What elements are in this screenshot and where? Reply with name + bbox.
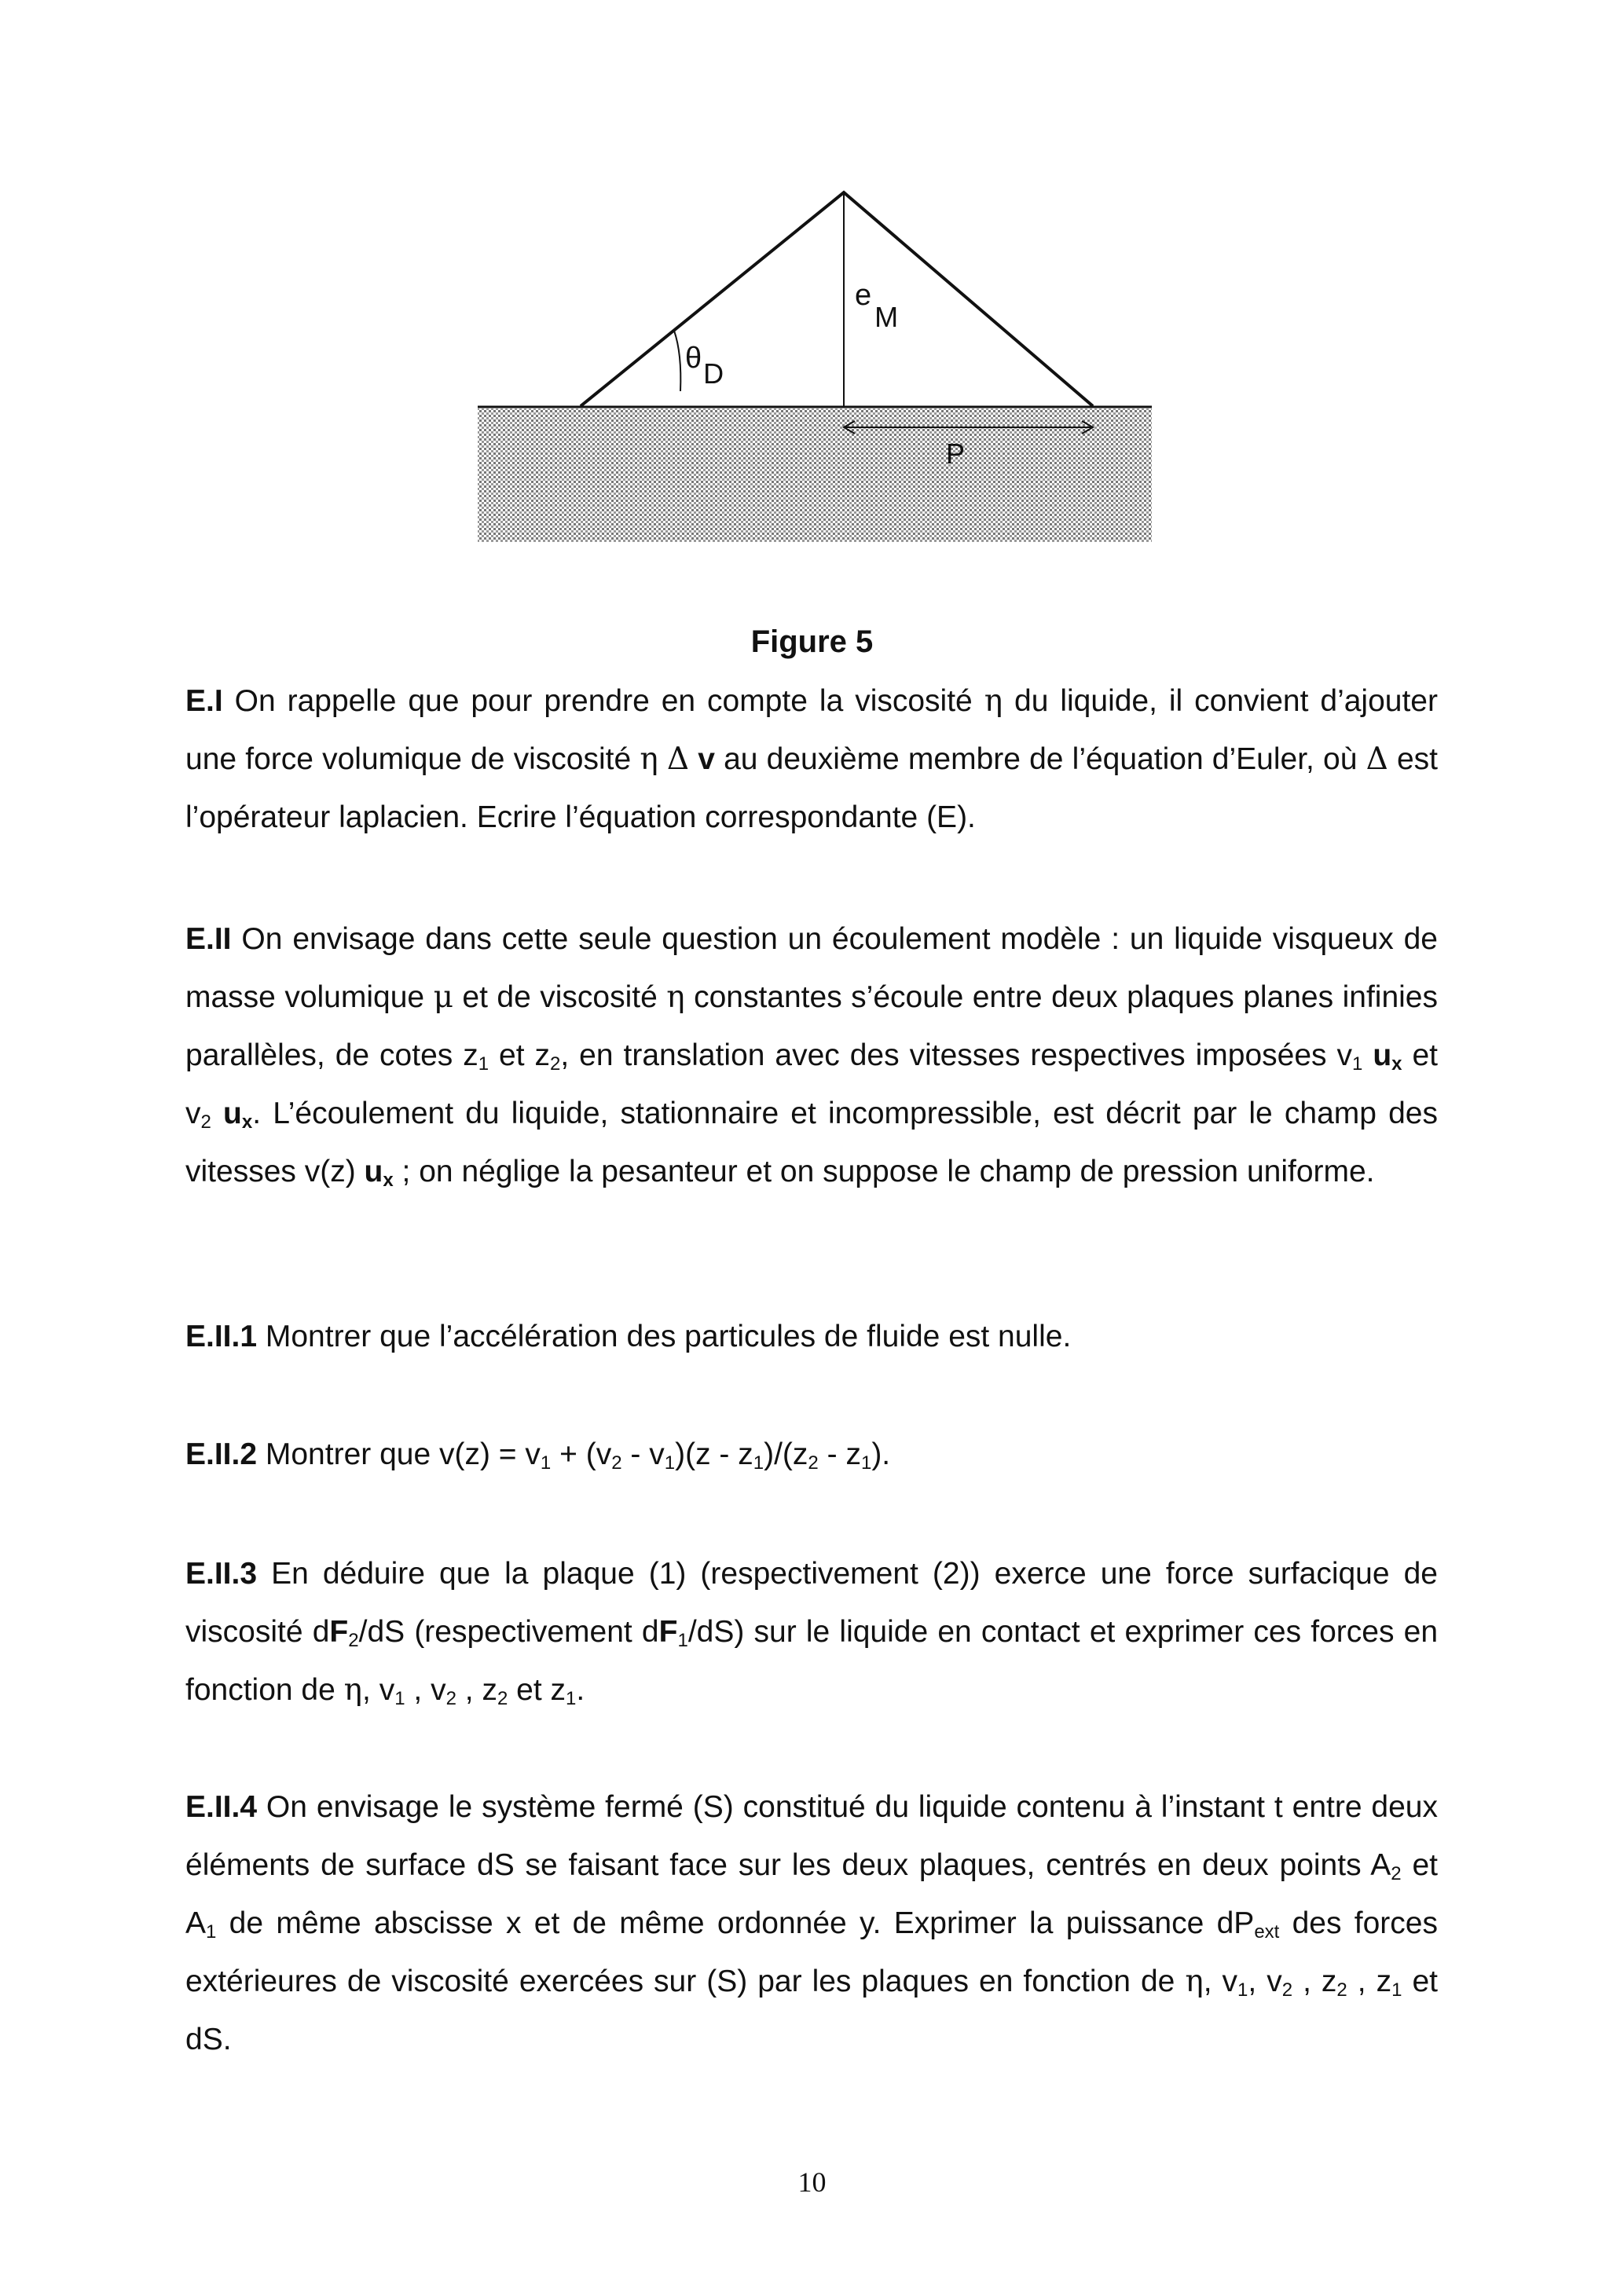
angle-arc [674,331,680,391]
section-e-ii-2: E.II.2 Montrer que $v(z) = v_1 + (v_2 - v_1)(z - z_1)/(z_2 - z_1)$. [185,1437,891,1474]
section-e-ii-4: E.II.4 On envisage le système fermé (S) constitué du liquide contenu à l’instant t entre deux éléments de surface dS se faisant face sur les deux plaques, centrés en deux points $A_2$ et $A_1$ de même abscisse x et de même ordonnée y. Exprimer la puissance $dP_{ext}$ des forces extérieures de viscosité exercées sur (S) par les plaques en fonction de η, $v_1$, $v_2$ , $z_2$ , $z_1$ et dS. [185,1790,1438,2056]
page-number: 10 [797,2166,827,2198]
section-e-ii: E.II On envisage dans cette seule question un écoulement modèle : un liquide visqueux de masse volumique μ et de viscosité η constantes s’écoule entre deux plaques planes infinies parallèles, de cotes $z_1$ et $z_2$, en translation avec des vitesses respectives imposées $v_1$ $u_x$ et $v_2$ $u_x$. L’écoulement du liquide, stationnaire et incompressible, est décrit par le champ des vitesses v(z) $u_x$ ; on néglige la pesanteur et on suppose le champ de pression uniforme. [185,922,1438,1191]
section-label: E.II.3 [185,1557,258,1591]
section-e-ii-1: E.II.1 Montrer que l’accélération des particules de fluide est nulle. [185,1320,1072,1353]
figure-caption: Figure 5 [750,624,874,659]
figure-5-diagram [470,189,1166,558]
section-label: E.II.2 [185,1437,258,1471]
angle-label: θD [685,342,724,390]
section-label: E.II.4 [185,1790,258,1824]
section-label: E.II.1 [185,1320,258,1353]
section-e-i: E.I On rappelle que pour prendre en compte la viscosité η du liquide, il convient d’ajouter une force volumique de viscosité η Δ v au deuxième membre de l’équation d’Euler, où Δ est l’opérateur laplacien. Ecrire l’équation correspondante (E). [185,683,1438,834]
triangle-profile [581,192,1093,406]
section-e-ii-3: E.II.3 En déduire que la plaque (1) (respectivement (2)) exerce une force surfacique de viscosité $dF_2/dS$ (respectivement $dF_1/dS$) sur le liquide en contact et exprimer ces forces en fonction de η, $v_1$ , $v_2$ , $z_2$ et $z_1$. [185,1557,1439,1709]
substrate-region [478,408,1152,542]
section-label: E.II [185,922,232,956]
height-label: eM [855,279,899,333]
figure-5 [470,189,1166,558]
half-width-label: P [946,438,966,470]
section-label: E.I [185,684,223,718]
